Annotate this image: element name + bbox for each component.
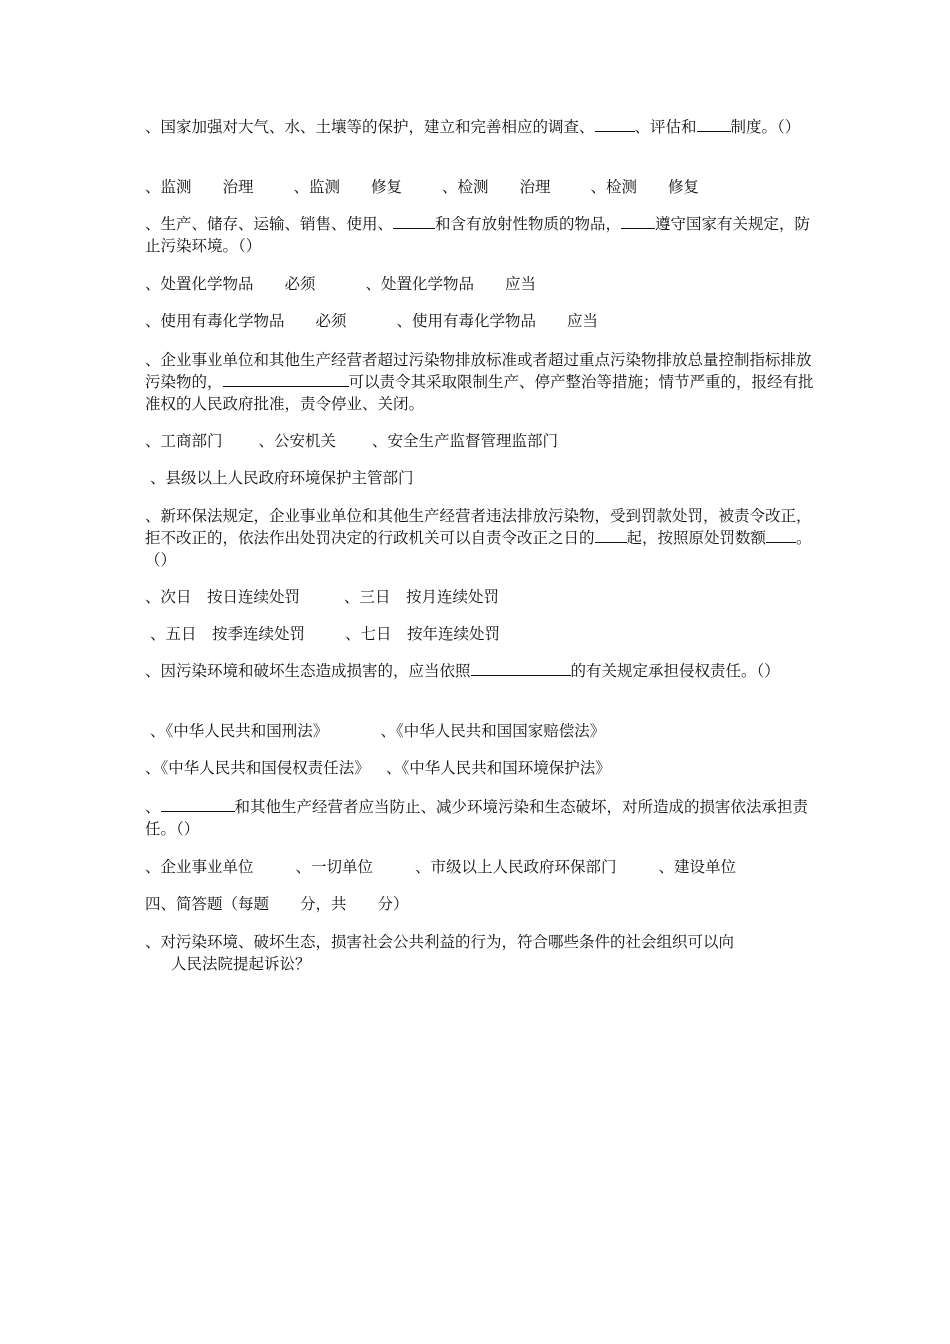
question-5-options-row1	[150, 720, 820, 742]
option-b: 、处置化学物品 应当	[365, 275, 537, 293]
option-d: 、七日 按年连续处罚	[345, 625, 501, 643]
answer-blank	[595, 527, 627, 543]
answer-blank	[223, 371, 349, 387]
short-answer-1-line2: 人民法院提起诉讼？	[171, 955, 311, 973]
option-c: 、市级以上人民政府环保部门	[415, 858, 617, 876]
question-2-options-row2	[145, 310, 815, 332]
option-b: 、三日 按月连续处罚	[344, 588, 500, 606]
option-d: 、检测 修复	[590, 178, 700, 196]
question-text: 。（）	[145, 529, 812, 569]
option-b: 、监测 修复	[293, 178, 403, 196]
question-5-stem	[145, 660, 815, 682]
question-5-options-row2	[145, 757, 815, 779]
question-text: 遵守国家有关规定，防止污染环境。（）	[145, 215, 811, 255]
question-text: 的有关规定承担侵权责任。（）	[570, 662, 780, 680]
option-a: 、次日 按日连续处罚	[145, 588, 301, 606]
option-c: 、《中华人民共和国侵权责任法》	[145, 759, 363, 777]
question-3-options-row1	[145, 430, 815, 452]
option-b: 、公安机关	[258, 432, 337, 450]
question-text: 、评估和	[634, 118, 697, 136]
question-3-options-row2	[150, 467, 820, 489]
option-d: 、建设单位	[658, 858, 737, 876]
question-text: 、国家加强对大气、水、土壤等的保护，建立和完善相应的调查、	[145, 118, 595, 136]
option-c: 、检测 治理	[442, 178, 551, 196]
question-text: 和其他生产经营者应当防止、减少环境污染和生态破坏，对所造成的损害依法承担责任。（）	[145, 798, 809, 838]
answer-blank	[595, 116, 635, 132]
question-1-options	[145, 176, 815, 198]
answer-blank	[471, 660, 571, 676]
question-text: 、	[145, 798, 161, 816]
question-text: 起，按照原处罚数额	[626, 529, 767, 547]
question-text: 制度。（）	[730, 118, 801, 136]
short-answer-1-line1: 、对污染环境、破坏生态，损害社会公共利益的行为，符合哪些条件的社会组织可以向	[145, 933, 735, 951]
question-4-options-row1	[145, 586, 815, 608]
option-a: 、企业事业单位	[145, 858, 254, 876]
answer-blank	[621, 213, 655, 229]
question-4-options-row2	[150, 623, 820, 645]
question-1-stem	[145, 116, 815, 138]
question-2-options-row1	[145, 273, 815, 295]
option-c: 、安全生产监督管理监部门	[372, 432, 559, 450]
option-c: 、五日 按季连续处罚	[150, 625, 306, 643]
question-text: 、因污染环境和破坏生态造成损害的，应当依照	[145, 662, 471, 680]
option-b: 、《中华人民共和国国家赔偿法》	[380, 722, 606, 740]
option-d: 、县级以上人民政府环境保护主管部门	[150, 469, 414, 487]
section-4-heading: 四、简答题（每题 分，共 分）	[145, 895, 409, 913]
option-d: 、《中华人民共和国环境保护法》	[386, 759, 611, 777]
answer-blank	[393, 213, 435, 229]
question-text: 、生产、储存、运输、销售、使用、	[145, 215, 394, 233]
question-text: 、企业事业单位和其他生产经营者超过污染物排放标准或者超过重点污染物排放总量控制指标排放污染物的，	[145, 351, 812, 391]
option-a: 、处置化学物品 必须	[145, 275, 316, 293]
answer-blank	[161, 796, 235, 812]
question-text: 、新环保法规定，企业事业单位和其他生产经营者违法排放污染物，受到罚款处罚，被责令改正，拒不改正的，依法作出处罚决定的行政机关可以自责令改正之日的	[145, 507, 812, 547]
question-3-stem	[145, 349, 815, 415]
answer-blank	[697, 116, 731, 132]
answer-blank	[766, 527, 796, 543]
question-6-options	[145, 856, 815, 878]
question-4-stem	[145, 505, 815, 571]
option-b: 、一切单位	[295, 858, 374, 876]
question-2-stem	[145, 213, 815, 257]
option-a: 、监测 治理	[145, 178, 254, 196]
question-text: 可以责令其采取限制生产、停产整治等措施；情节严重的，报经有批准权的人民政府批准，责令停业、关闭。	[145, 373, 814, 413]
option-d: 、使用有毒化学物品 应当	[396, 312, 599, 330]
option-a: 、工商部门	[145, 432, 223, 450]
question-6-stem	[145, 796, 815, 840]
option-c: 、使用有毒化学物品 必须	[145, 312, 347, 330]
option-a: 、《中华人民共和国刑法》	[150, 722, 321, 740]
question-text: 和含有放射性物质的物品，	[435, 215, 622, 233]
